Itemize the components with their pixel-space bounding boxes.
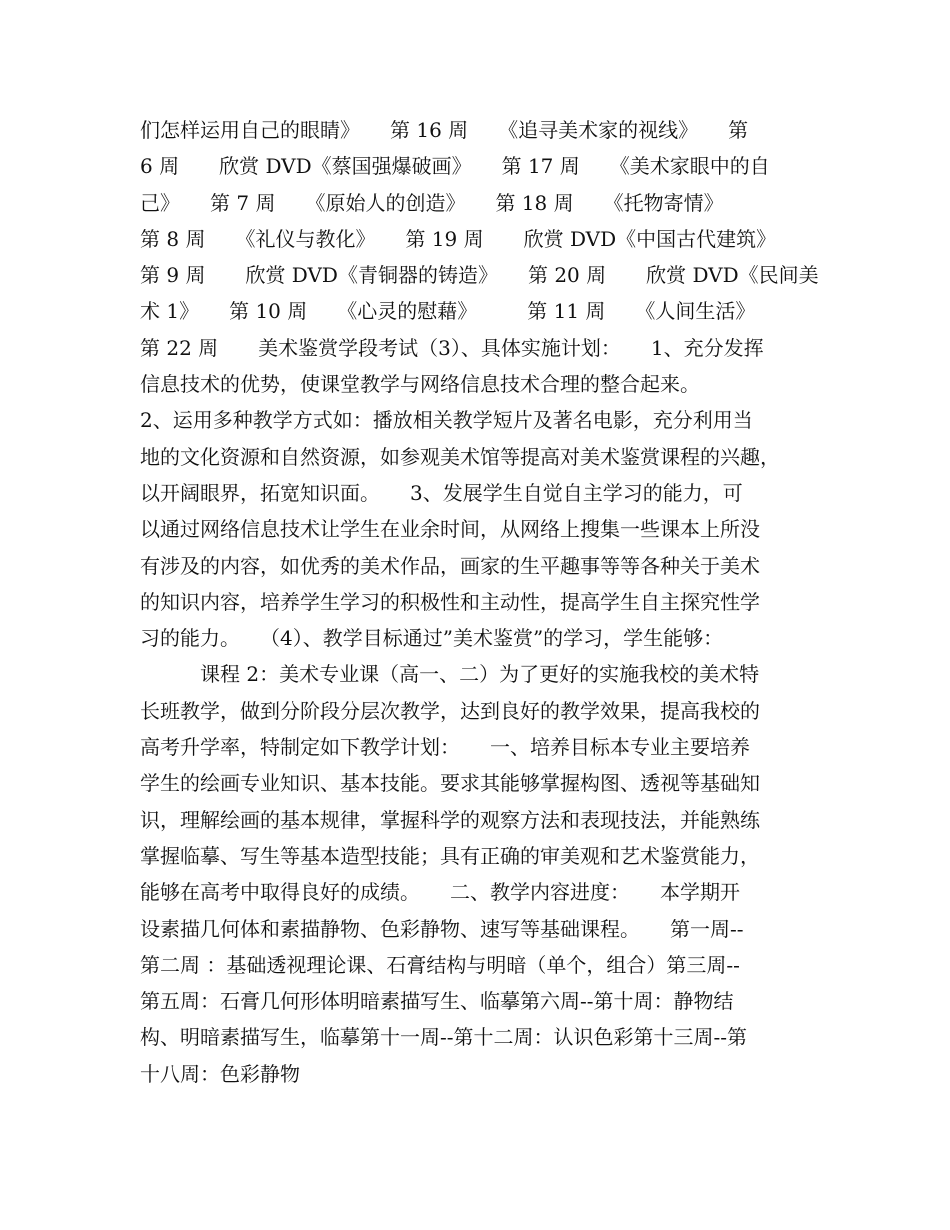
text-line: 长班教学，做到分阶段分层次教学，达到良好的教学效果，提高我校的 [140, 698, 760, 723]
text-line: 的知识内容，培养学生学习的积极性和主动性，提高学生自主探究性学 [140, 589, 760, 614]
text-line: 设素描几何体和素描静物、色彩静物、速写等基础课程。 第一周-- [140, 916, 744, 941]
text-line: 第二周 ：基础透视理论课、石膏结构与明暗（单个，组合）第三周-- [140, 952, 740, 977]
text-line: 地的文化资源和自然资源，如参观美术馆等提高对美术鉴赏课程的兴趣， [140, 444, 780, 469]
text-line: 第五周：石膏几何形体明暗素描写生、临摹第六周--第十周：静物结 [140, 989, 734, 1014]
text-line: 高考升学率，特制定如下教学计划： 一、培养目标本专业主要培养 [140, 735, 750, 760]
text-line: 有涉及的内容，如优秀的美术作品，画家的生平趣事等等各种关于美术 [140, 553, 760, 578]
text-line: 识，理解绘画的基本规律，掌握科学的观察方法和表现技法，并能熟练 [140, 807, 760, 832]
text-line: 6 周 欣赏 DVD《蔡国强爆破画》 第 17 周 《美术家眼中的自 [140, 154, 770, 179]
text-line: 信息技术的优势，使课堂教学与网络信息技术合理的整合起来。 [140, 372, 700, 397]
text-line: 掌握临摹、写生等基本造型技能；具有正确的审美观和艺术鉴赏能力， [140, 843, 760, 868]
text-line: 己》 第 7 周 《原始人的创造》 第 18 周 《托物寄情》 [140, 190, 724, 215]
text-line: 第 9 周 欣赏 DVD《青铜器的铸造》 第 20 周 欣赏 DVD《民间美 [140, 263, 819, 288]
text-line: 以开阔眼界，拓宽知识面。 3、发展学生自觉自主学习的能力，可 [140, 480, 743, 505]
text-line: 第 8 周 《礼仪与教化》 第 19 周 欣赏 DVD《中国古代建筑》 [140, 226, 777, 251]
text-line: 术 1》 第 10 周 《心灵的慰藉》 第 11 周 《人间生活》 [140, 299, 756, 324]
text-line: 习的能力。 （4）、教学目标通过”美术鉴赏”的学习，学生能够： [140, 626, 724, 651]
text-line: 以通过网络信息技术让学生在业余时间，从网络上搜集一些课本上所没 [140, 517, 760, 542]
text-line: 2、运用多种教学方式如：播放相关教学短片及著名电影，充分利用当 [140, 408, 753, 433]
text-line: 第 22 周 美术鉴赏学段考试（3）、具体实施计划： 1、充分发挥 [140, 335, 764, 360]
text-line: 十八周：色彩静物 [140, 1061, 300, 1086]
text-line: 课程 2：美术专业课（高一、二）为了更好的实施我校的美术特 [140, 662, 760, 687]
text-line: 能够在高考中取得良好的成绩。 二、教学内容进度： 本学期开 [140, 880, 740, 905]
text-line: 学生的绘画专业知识、基本技能。要求其能够掌握构图、透视等基础知 [140, 771, 760, 796]
text-line: 构、明暗素描写生，临摹第十一周--第十二周：认识色彩第十三周--第 [140, 1025, 748, 1050]
text-line: 们怎样运用自己的眼睛》 第 16 周 《追寻美术家的视线》 第 [140, 118, 749, 142]
body-text [140, 112, 820, 1092]
